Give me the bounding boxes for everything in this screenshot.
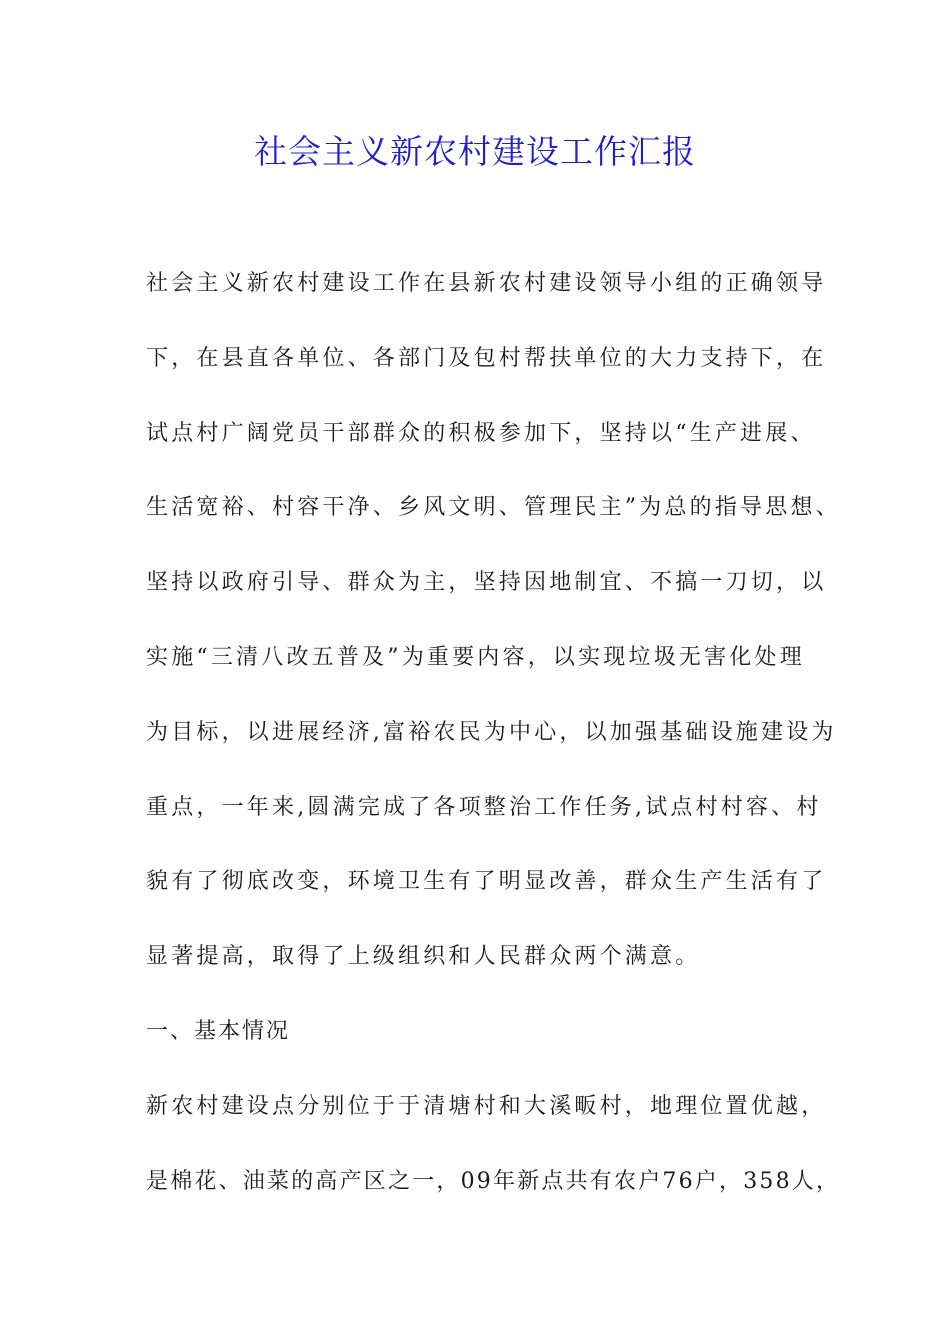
text-line: 重点，一年来,圆满完成了各项整治工作任务,试点村村容、村 [146, 794, 822, 820]
text-line: 貌有了彻底改变，环境卫生有了明显改善，群众生产生活有了 [146, 869, 827, 895]
text-line: 新农村建设点分别位于于清塘村和大溪畈村，地理位置优越， [146, 1093, 827, 1119]
text-line: 实施“三清八改五普及”为重要内容，以实现垃圾无害化处理 [146, 644, 805, 670]
text-line: 生活宽裕、村容干净、乡风文明、管理民主”为总的指导思想、 [146, 495, 841, 521]
section-heading: 一、基本情况 [146, 1018, 291, 1044]
text-line: 是棉花、油菜的高产区之一，09年新点共有农户76户，358人， [146, 1168, 841, 1194]
text-line: 显著提高，取得了上级组织和人民群众两个满意。 [146, 944, 701, 970]
text-line: 为目标，以进展经济,富裕农民为中心，以加强基础设施建设为 [146, 719, 837, 745]
document-body [146, 262, 841, 1234]
document-title: 社会主义新农村建设工作汇报 [254, 132, 696, 171]
text-line: 试点村广阔党员干部群众的积极参加下，坚持以“生产进展、 [146, 420, 816, 446]
text-line: 社会主义新农村建设工作在县新农村建设领导小组的正确领导 [146, 271, 827, 296]
text-line: 坚持以政府引导、群众为主，坚持因地制宜、不搞一刀切，以 [146, 570, 827, 596]
text-line: 下，在县直各单位、各部门及包村帮扶单位的大力支持下，在 [146, 345, 827, 371]
